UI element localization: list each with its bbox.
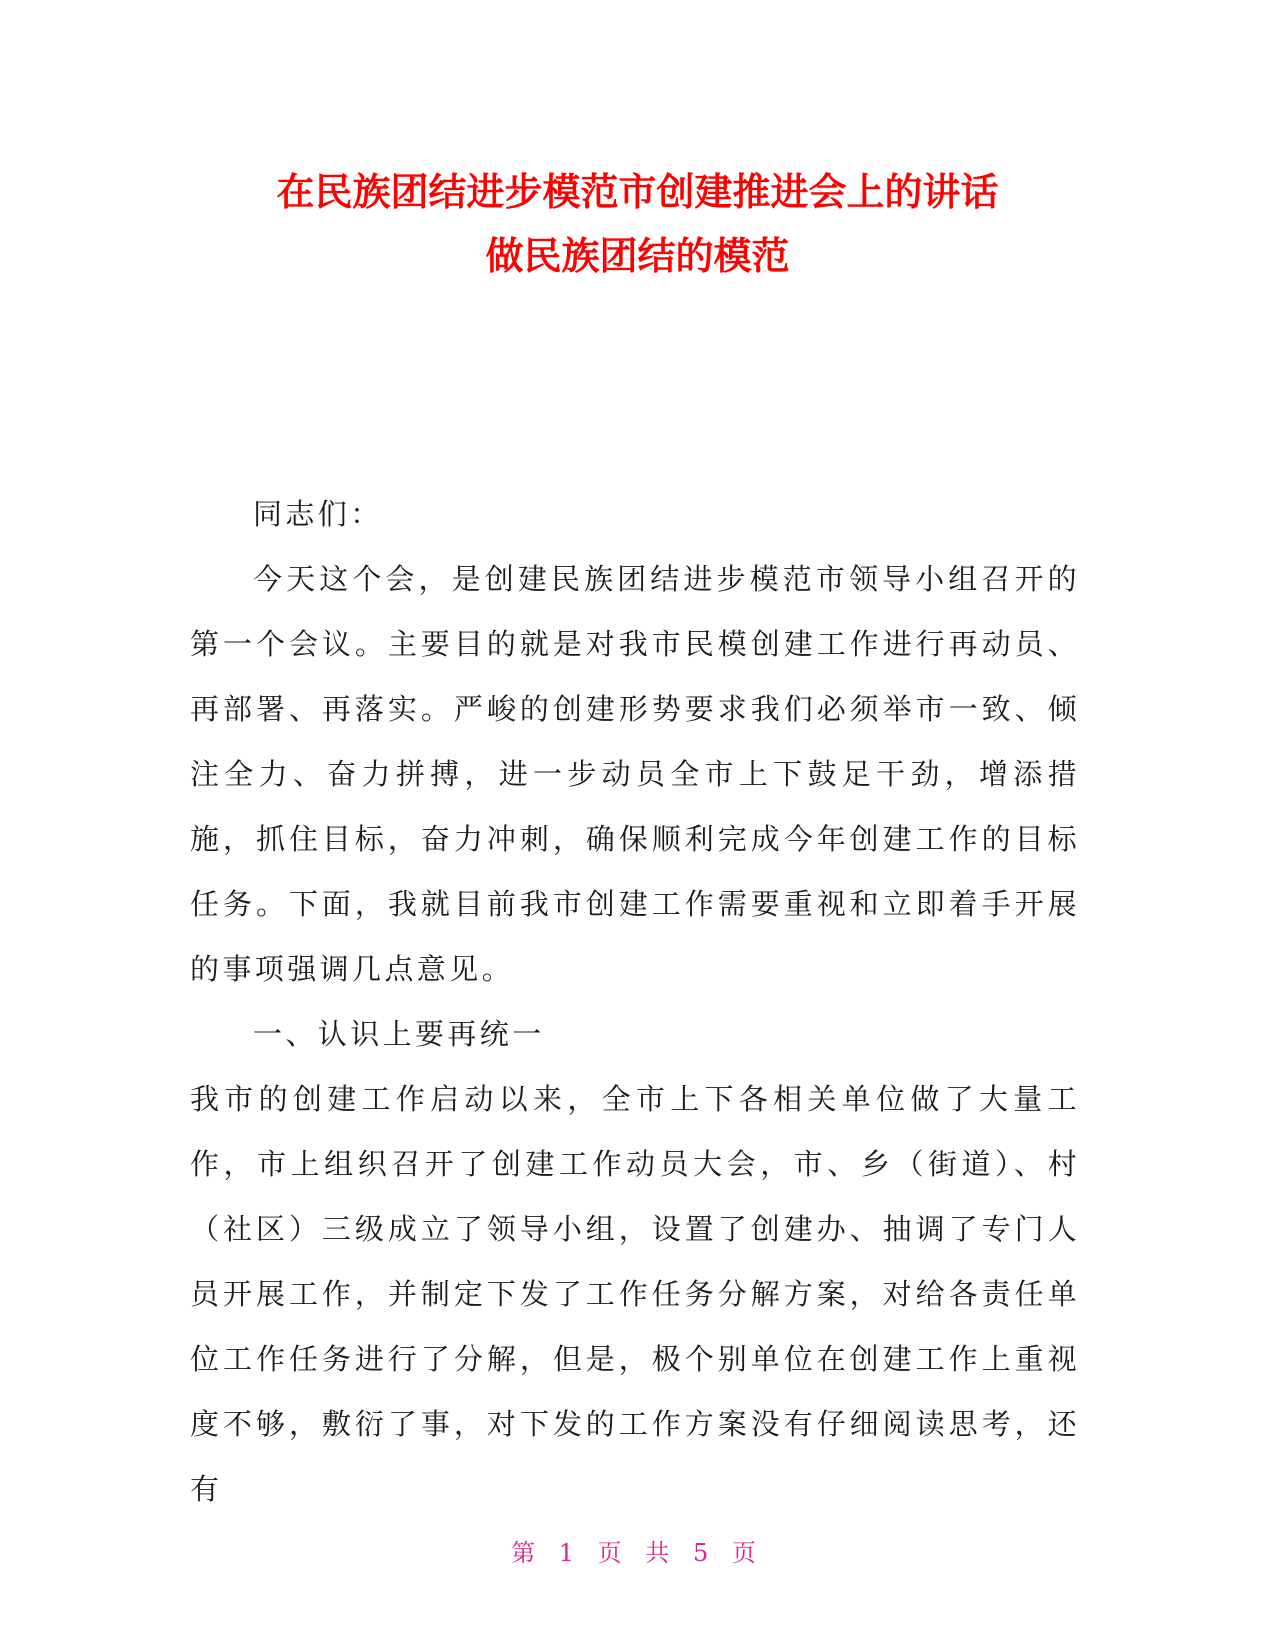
document-title: 在民族团结进步模范市创建推进会上的讲话 [276,170,999,214]
paragraph-intro: 今天这个会，是创建民族团结进步模范市领导小组召开的第一个会议。主要目的就是对我市民模创建工作进行再动员、再部署、再落实。严峻的创建形势要求我们必须举市一致、倾注全力、奋力拼搏，进一步动员全市上下鼓足干劲，增添措施，抓住目标，奋力冲刺，确保顺利完成今年创建工作的目标任务。下面，我就目前我市创建工作需要重视和立即着手开展的事项强调几点意见。 [190,562,1080,986]
salutation: 同志们： [253,497,383,531]
section-heading: 一、认识上要再统一 [253,1017,545,1051]
document-subtitle: 做民族团结的模范 [485,234,790,278]
paragraph-section-1: 我市的创建工作启动以来，全市上下各相关单位做了大量工作，市上组织召开了创建工作动员大会，市、乡（街道）、村（社区）三级成立了领导小组，设置了创建办、抽调了专门人员开展工作，并制定下发了工作任务分解方案，对给各责任单位工作任务进行了分解，但是，极个别单位在创建工作上重视度不够，敷衍了事，对下发的工作方案没有仔细阅读思考，还有 [190,1082,1080,1506]
page-footer: 第 1 页 共 5 页 [511,1539,764,1567]
document-body [190,482,1080,1522]
